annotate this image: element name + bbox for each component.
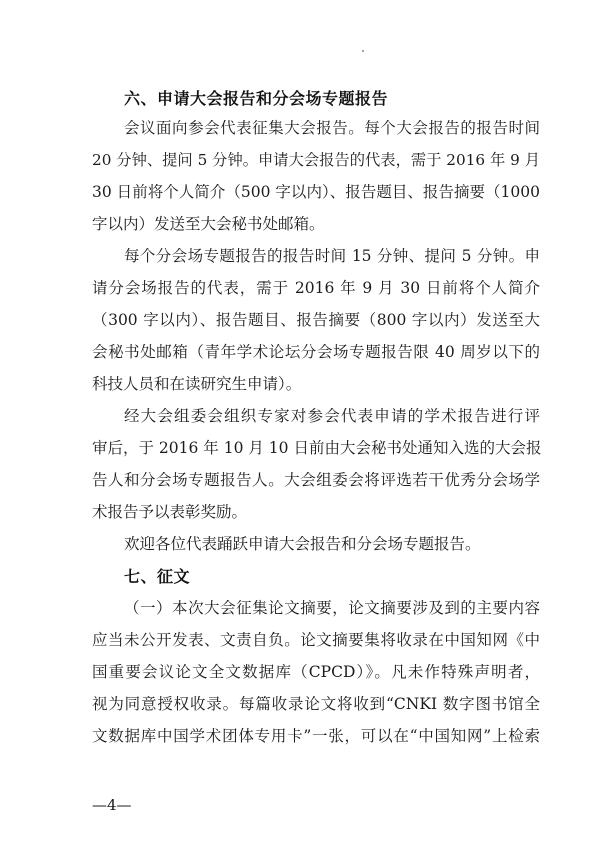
paragraph-line: 经大会组委会组织专家对参会代表申请的学术报告进行评 — [124, 407, 540, 425]
paragraph-line: 请分会场报告的代表，需于 2016 年 9 月 30 日前将个人简介 — [92, 279, 540, 297]
paragraph-line: 术报告予以表彰奖励。 — [92, 503, 248, 521]
paragraph-line: 应当未公开发表、文责自负。论文摘要集将收录在中国知网《中 — [92, 631, 540, 649]
paragraph-line: 20 分钟、提问 5 分钟。申请大会报告的代表，需于 2016 年 9 月 — [92, 151, 540, 169]
paragraph-line: （300 字以内）、报告题目、报告摘要（800 字以内）发送至大 — [92, 311, 540, 329]
section-heading-6: 六、申请大会报告和分会场专题报告 — [124, 89, 389, 108]
paragraph-line: 科技人员和在读研究生申请）。 — [92, 375, 302, 393]
paragraph-line: 30 日前将个人简介（500 字以内）、报告题目、报告摘要（1000 — [92, 183, 540, 201]
paragraph-line: 每个分会场专题报告的报告时间 15 分钟、提问 5 分钟。申 — [124, 247, 540, 265]
section-heading-7: 七、征文 — [124, 567, 191, 586]
paragraph-line: 文数据库中国学术团体专用卡”一张，可以在“中国知网”上检索 — [92, 727, 540, 745]
paragraph-line: 审后，于 2016 年 10 月 10 日前由大会秘书处通知入选的大会报 — [92, 439, 542, 457]
paragraph-line: 会议面向参会代表征集大会报告。每个大会报告的报告时间 — [124, 119, 540, 137]
paragraph-line: 欢迎各位代表踊跃申请大会报告和分会场专题报告。 — [124, 535, 481, 553]
paragraph-line: 会秘书处邮箱（青年学术论坛分会场专题报告限 40 周岁以下的 — [92, 343, 540, 361]
paragraph-line: 告人和分会场专题报告人。大会组委会将评选若干优秀分会场学 — [92, 471, 540, 489]
paragraph-line: （一）本次大会征集论文摘要，论文摘要涉及到的主要内容 — [124, 599, 540, 617]
paragraph-line: 视为同意授权收录。每篇收录论文将收到“CNKI 数字图书馆全 — [92, 695, 540, 713]
page-number: —4— — [92, 796, 132, 814]
scan-speck — [362, 50, 364, 52]
paragraph-line: 字以内）发送至大会秘书处邮箱。 — [92, 215, 325, 233]
paragraph-line: 国重要会议论文全文数据库（CPCD）》。凡未作特殊声明者， — [92, 663, 540, 681]
